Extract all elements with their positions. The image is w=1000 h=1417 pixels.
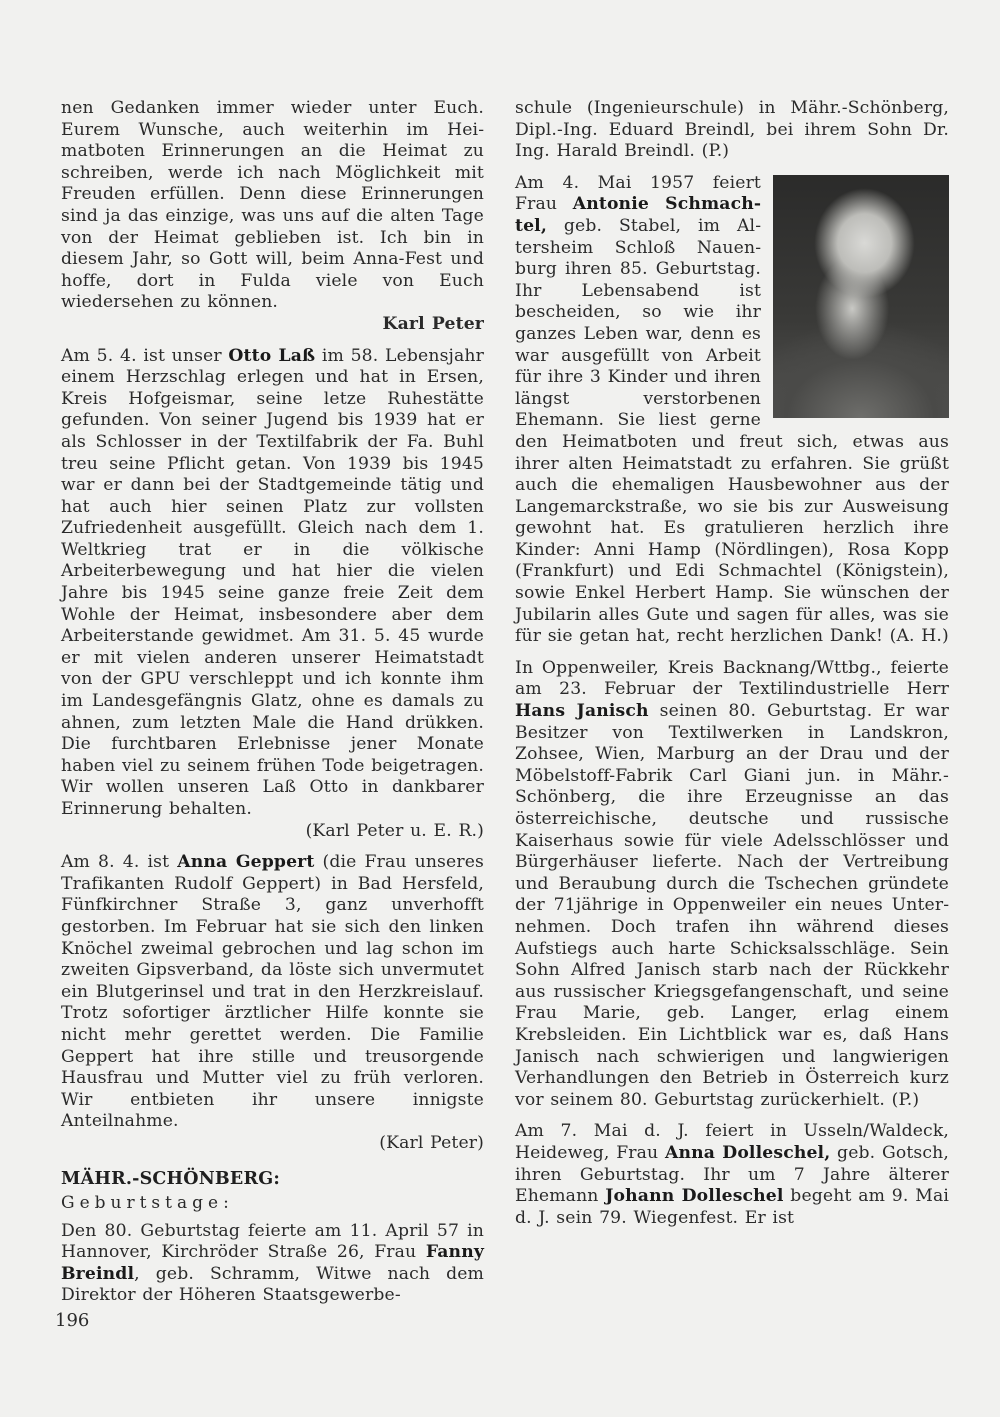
birthday-prefix: Den 80. Geburtstag feierte am 11. April 57 in Hannover, Kirchröder Straße 26, Frau — [61, 1220, 484, 1263]
person-name-hans-janisch: Hans Janisch — [515, 701, 649, 722]
person-name-anna-dolleschel: Anna Dolleschel, — [664, 1142, 831, 1163]
obit-body: (die Frau unseres Trafikanten Rudolf Geppert) in Bad Hersfeld, Fünfkirchner Straße 3, ganz unverhofft gestorben. Im Februar hat sie sich den linken Knöchel zweimal gebrochen und lag schon im zweiten Gipsverband, da löste sich unvermutet ein Blutgerinsel und trat in den Herzkreislauf. Trotz sofortiger ärztlicher Hilfe konnte sie nicht mehr gerettet werden. Die Familie Geppert hat ihre stille und treusorgende Hausfrau und Mutter viel zu früh verloren. Wir entbieten ihr unsere innigste Anteilnahme. — [61, 852, 484, 1132]
obit-prefix: Am 8. 4. ist — [61, 852, 178, 873]
birthday-body-end: begeht am 9. Mai d. J. sein 79. Wiegenfest. Er ist — [515, 1186, 949, 1228]
person-name-otto-lass: Otto Laß — [228, 345, 316, 366]
birthday-body: , geb. Schramm, Witwe nach dem Direktor der Höheren Staatsgewerbe- — [61, 1263, 484, 1306]
letter-closing-paragraph: nen Gedanken immer wieder unter Euch. Eurem Wunsche, auch weiterhin im Heimatboten Erinnerungen an die Heimat zu schreiben, werde ich nach Möglichkeit mit Freuden erfüllen. Denn diese Erinnerungen sind ja das einzige, was uns auf die alten Tage von der Heimat geblieben ist. Ich bin in diesem Jahr, so Gott will, beim Anna-Fest und hoffe, dort in Fulda viele von Euch wiedersehen zu können. — [61, 98, 484, 313]
portrait-image — [773, 175, 949, 418]
left-column — [61, 98, 484, 1307]
obituary-anna-geppert-signature: (Karl Peter) — [379, 1132, 484, 1153]
birthday-fanny-breindl — [61, 1221, 484, 1307]
person-name-johann-dolleschel: Johann Dolleschel — [605, 1186, 784, 1207]
person-name-antonie-schmachtel: Antonie Schmachtel, — [515, 194, 761, 236]
portrait-photo — [773, 175, 949, 418]
birthday-prefix: In Oppenweiler, Kreis Backnang/Wttbg., feierte am 23. Februar der Textilindustrielle Herr — [515, 657, 949, 700]
birthday-body: seinen 80. Geburtstag. Er war Besitzer von Textilwerken in Landskron, Zohsee, Wien, Marburg an der Drau und der Möbelstoff-Fabrik Carl Giani jun. in Mähr.-Schönberg, die ihre Erzeugnisse an das österreichische, deutsche und russische Kaiserhaus sowie für viele Adelsschlösser und Bürgerhäuser lieferte. Nach der Vertreibung und Beraubung durch die Tschechen gründete der 71jährige in Oppenweiler ein neues Unternehmen. Doch trafen ihn während dieses Aufstiegs auch harte Schicksalsschläge. Sein Sohn Alfred Janisch starb nach der Rückkehr aus russischer Kriegsgefangenschaft, und seine Frau Marie, geb. Langer, erlag einem Krebsleiden. Ein Lichtblick war es, daß Hans Janisch nach schwierigen und langwierigen Verhandlungen den Betrieb in Österreich kurz vor seinem 80. Geburtstag zurückerhielt. (P.) — [515, 701, 949, 1110]
page-number: 196 — [55, 1310, 90, 1331]
birthday-dolleschel — [515, 1121, 949, 1229]
birthday-prefix: Am 4. Mai 1957 feiert Frau — [515, 172, 761, 215]
obituary-otto-lass-signature: (Karl Peter u. E. R.) — [305, 820, 484, 841]
signature-text: Karl Peter — [382, 313, 484, 334]
subheading-birthdays: Geburtstage: — [61, 1192, 234, 1213]
obituary-anna-geppert — [61, 852, 484, 1133]
person-name-anna-geppert: Anna Geppert — [177, 852, 315, 873]
obit-body: im 58. Lebensjahr einem Herzschlag erlegen und hat in Ersen, Kreis Hofgeismar, seine letze Ruhestätte gefunden. Von seiner Jugend bis 1939 hat er als Schlosser in der Textilfabrik der Fa. Buhl treu seine Pflicht getan. Von 1939 bis 1945 war er dann bei der Stadtgemeinde tätig und hat auch hier seinen Platz zur vollsten Zufriedenheit ausgefüllt. Gleich nach dem 1. Weltkrieg trat er in die völkische Arbeiterbewegung und hat hier die vielen Jahre bis 1945 seine ganze freie Zeit dem Wohle der Heimat, insbesondere aber dem Arbeiterstande gewidmet. Am 31. 5. 45 wurde er mit vielen anderen unserer Heimatstadt von der GPU verschleppt und ich konnte ihm im Landesgefängnis Glatz, ohne es damals zu ahnen, zum letzten Male die Hand drükken. Die furchtbaren Erlebnisse jener Monate haben viel zu seinem frühen Tode beigetragen. Wir wollen unseren Laß Otto in dankbarer Erinnerung behalten. — [61, 345, 485, 819]
signature-karl-peter — [61, 314, 484, 336]
obit-prefix: Am 5. 4. ist unser — [61, 345, 229, 366]
birthday-fanny-breindl-continued: schule (Ingenieurschule) in Mähr.-Schönberg, Dipl.-Ing. Eduard Breindl, bei ihrem Sohn Dr. Ing. Harald Breindl. (P.) — [515, 98, 949, 162]
birthday-hans-janisch — [515, 658, 949, 1111]
birthday-body: geb. Stabel, im Altersheim Schloß Nauenburg ihren 85. Geburtstag. Ihr Lebensabend ist bescheiden, so wie ihr ganzes Leben war, denn es war ausgefüllt von Arbeit für ihre 3 Kinder und ihren längst verstorbenen Ehemann. Sie liest gerne den Heimatboten und freut sich, etwas aus ihrer alten Heimatstadt zu erfahren. Sie grüßt auch die ehemaligen Hausbewohner aus der Langemarckstraße, wo sie bis zur Ausweisung gewohnt hat. Es gratulieren herzlich ihre Kinder: Anni Hamp (Nördlingen), Rosa Kopp (Frankfurt) und Edi Schmachtel (Königstein), sowie Enkel Herbert Hamp. Sie wünschen der Jubilarin alles Gute und sagen für alles, was sie für sie getan hat, recht herzlichen Dank! (A. H.) — [515, 215, 949, 647]
obituary-otto-lass — [61, 346, 484, 821]
right-column — [515, 98, 949, 1229]
birthday-prefix: Am 7. Mai d. J. feiert in Usseln/Waldeck, Heideweg, Frau — [515, 1121, 949, 1163]
person-name-fanny-breindl: Fanny Breindl — [61, 1242, 484, 1284]
birthday-body: geb. Gotsch, ihren Geburtstag. Ihr um 7 Jahre älterer Ehemann — [515, 1142, 949, 1207]
section-heading: MÄHR.-SCHÖNBERG: — [61, 1168, 281, 1189]
